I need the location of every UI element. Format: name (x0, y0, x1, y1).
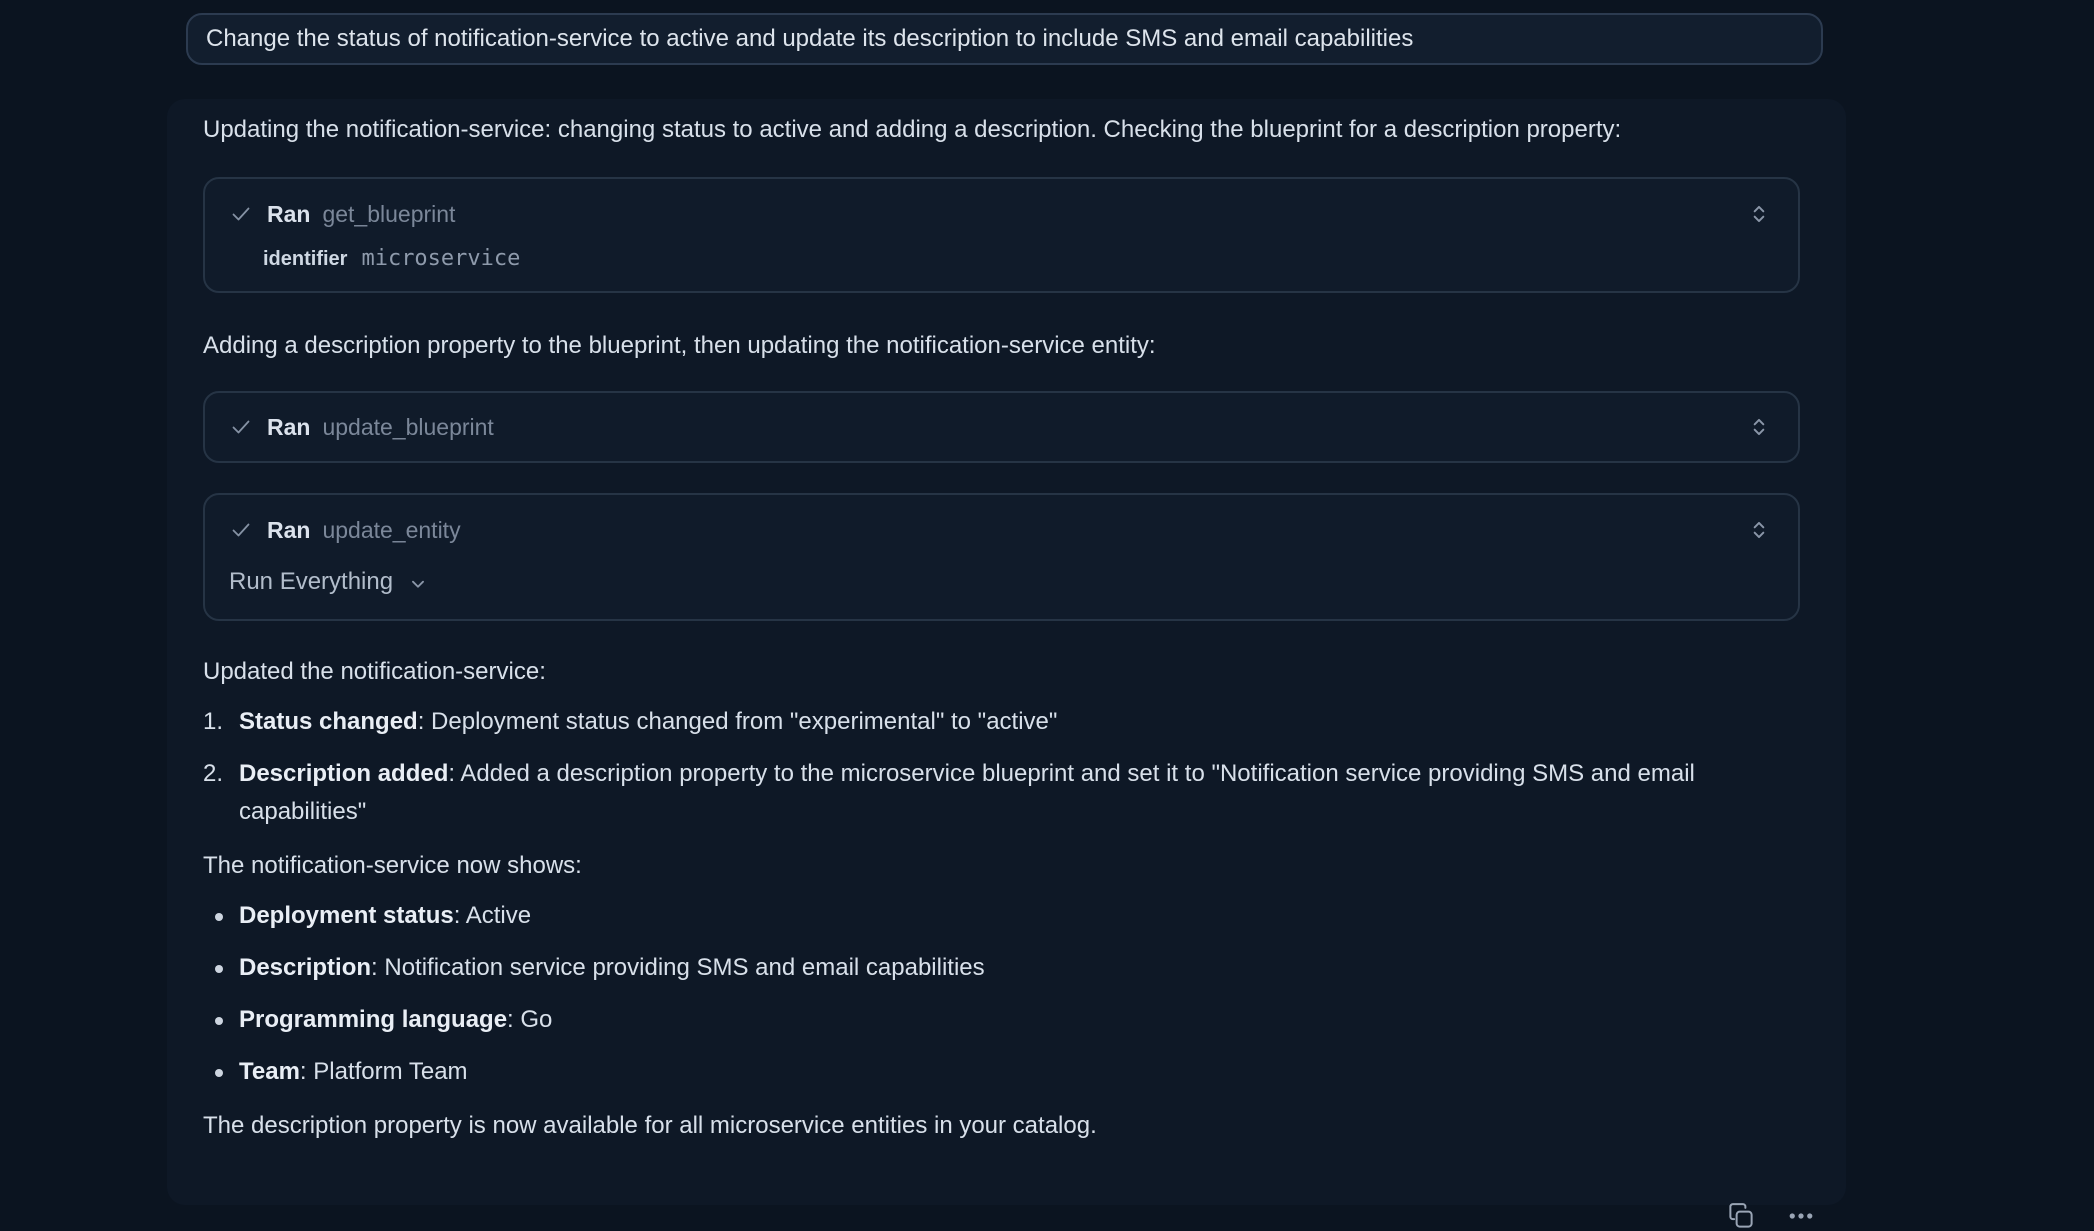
message-actions (1726, 1201, 1816, 1231)
user-message-bubble (186, 13, 1823, 65)
bullet-icon (203, 1053, 239, 1091)
summary-heading: Updated the notification-service: (203, 658, 546, 685)
bullet-list (203, 897, 1800, 1091)
expand-collapse-icon[interactable] (1746, 414, 1772, 440)
tool-ran-label: Ran (267, 414, 311, 440)
copy-icon[interactable] (1726, 1201, 1756, 1231)
list-item (203, 755, 1800, 831)
chat-thread (0, 13, 2094, 1229)
user-message-text: Change the status of notification-service to active and update its description to include SMS and email capabilities (206, 25, 1414, 52)
check-icon (229, 202, 253, 226)
bullet-icon (203, 897, 239, 935)
tool-name: update_blueprint (322, 414, 494, 440)
bullet-icon (203, 949, 239, 987)
assistant-response (167, 99, 1846, 1205)
list-number: 1. (203, 708, 224, 735)
run-everything-label: Run Everything (229, 568, 394, 595)
tool-params (263, 245, 1738, 273)
list-item-text: Deployment status: Active (239, 902, 532, 929)
expand-collapse-icon[interactable] (1746, 517, 1772, 543)
list-item-text: Status changed: Deployment status changed from "experimental" to "active" (239, 708, 1058, 735)
list-item-text: Team: Platform Team (239, 1058, 468, 1085)
list-item-text: Description added: Added a description property to the microservice blueprint and set it to "Notification service providing SMS and email capabilities" (239, 760, 1695, 825)
run-everything-dropdown[interactable] (229, 563, 429, 601)
tool-name: get_blueprint (322, 201, 456, 227)
list-item (203, 897, 1800, 935)
tool-ran-label: Ran (267, 201, 311, 227)
tool-call-update-entity[interactable] (203, 493, 1800, 621)
expand-collapse-icon[interactable] (1746, 201, 1772, 227)
closing-paragraph: The description property is now available for all microservice entities in your catalog. (203, 1112, 1097, 1139)
list-item-text: Description: Notification service providing SMS and email capabilities (239, 954, 985, 981)
tool-call-header (229, 197, 1738, 231)
tool-call-update-blueprint[interactable] (203, 391, 1800, 463)
tool-call-header (229, 410, 1738, 444)
param-key: identifier (263, 248, 348, 270)
check-icon (229, 415, 253, 439)
chevron-down-icon (407, 573, 429, 595)
shows-heading: The notification-service now shows: (203, 852, 582, 879)
tool-ran-label: Ran (267, 517, 311, 543)
tool-call-header (229, 513, 1738, 547)
list-item (203, 1001, 1800, 1039)
tool-call-get-blueprint[interactable] (203, 177, 1800, 293)
list-item-text: Programming language: Go (239, 1006, 553, 1033)
list-item (203, 1053, 1800, 1091)
check-icon (229, 518, 253, 542)
list-number: 2. (203, 760, 224, 787)
param-value: microservice (361, 246, 521, 271)
bullet-icon (203, 1001, 239, 1039)
numbered-list (203, 703, 1800, 831)
intro-paragraph: Updating the notification-service: changing status to active and adding a description. Checking the blueprint for a description property: (203, 116, 1622, 143)
list-item (203, 949, 1800, 987)
list-item (203, 703, 1800, 741)
more-options-icon[interactable] (1786, 1201, 1816, 1231)
tool-name: update_entity (322, 517, 461, 543)
between-paragraph: Adding a description property to the blueprint, then updating the notification-service entity: (203, 332, 1156, 359)
